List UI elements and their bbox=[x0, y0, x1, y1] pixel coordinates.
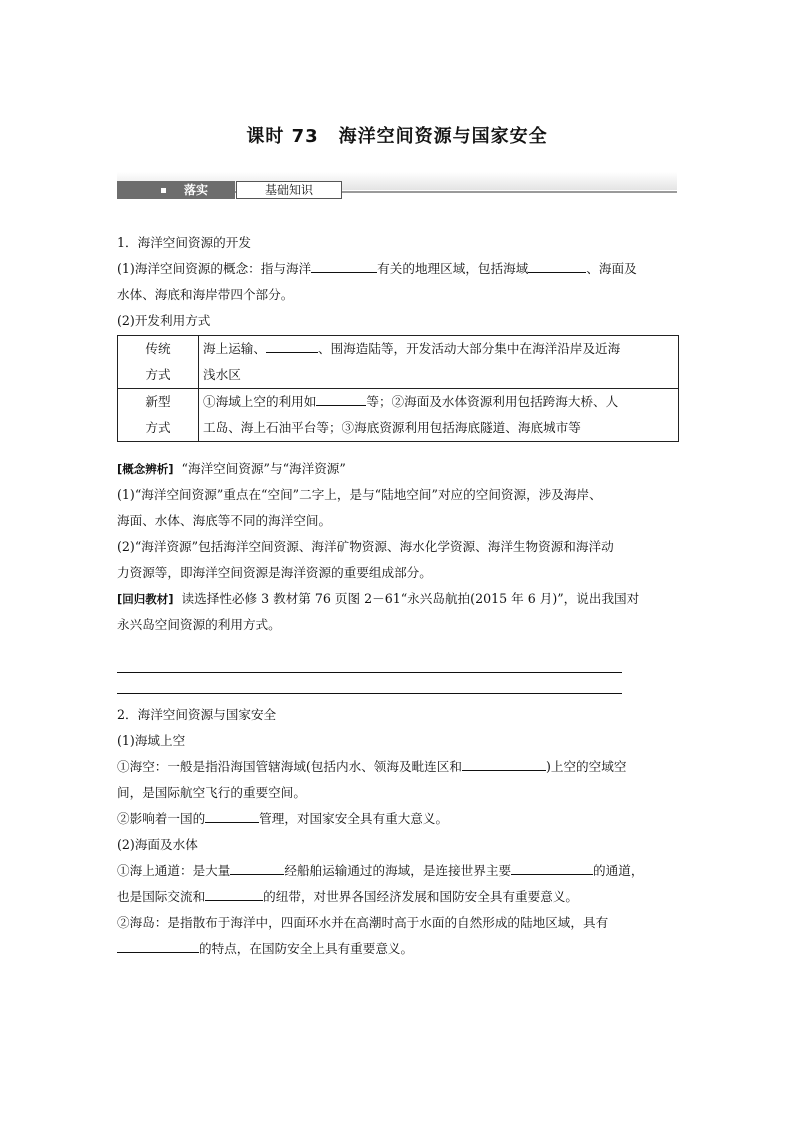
table-head-traditional bbox=[118, 336, 199, 389]
fill-blank[interactable] bbox=[266, 337, 318, 353]
table-row bbox=[118, 336, 679, 389]
row1-head-line1: 传统 bbox=[145, 341, 171, 356]
review-text: 读选择性必修 3 教材第 76 页图 2－61“永兴岛航拍(2015 年 6 月)”，说出我国对 bbox=[181, 591, 640, 606]
fill-blank[interactable] bbox=[316, 390, 366, 406]
spacer bbox=[117, 638, 679, 672]
table-row bbox=[118, 389, 679, 442]
fill-blank[interactable] bbox=[117, 937, 199, 953]
route-line1 bbox=[117, 858, 679, 884]
banner-tag-main bbox=[117, 181, 235, 199]
lesson-number: 课时 73 bbox=[246, 126, 319, 147]
concept-heading bbox=[117, 456, 679, 482]
concept-p2-line2: 力资源等，即海洋空间资源是海洋资源的重要组成部分。 bbox=[117, 565, 432, 580]
fill-blank[interactable] bbox=[311, 257, 377, 273]
airspace-line2: 间，是国际航空飞行的重要空间。 bbox=[117, 785, 306, 800]
utilization-table bbox=[117, 335, 679, 442]
spacer bbox=[117, 694, 679, 702]
route-mid: 经船舶运输通过的海域，是连接世界主要 bbox=[284, 863, 512, 878]
section1-item1-line2: 水体、海底和海岸带四个部分。 bbox=[117, 287, 294, 302]
concept-p1-line2: 海面、水体、海底等不同的海洋空间。 bbox=[117, 513, 332, 528]
impact-post: 管理，对国家安全具有重大意义。 bbox=[259, 811, 449, 826]
section1-item1 bbox=[117, 256, 679, 282]
row2-post: 等；②海面及水体资源利用包括跨海大桥、人 bbox=[366, 394, 619, 409]
route-line2 bbox=[117, 884, 679, 910]
table-head-new bbox=[118, 389, 199, 442]
fill-blank[interactable] bbox=[511, 859, 593, 875]
section1-heading: 1．海洋空间资源的开发 bbox=[117, 235, 251, 250]
fill-blank[interactable] bbox=[528, 257, 586, 273]
concept-p1-line1: (1)“海洋空间资源”重点在“空间”二字上，是与“陆地空间”对应的空间资源，涉及海岸、 bbox=[117, 487, 602, 502]
content-body bbox=[117, 230, 679, 962]
section2-sub1: (1)海域上空 bbox=[117, 733, 186, 748]
impact-line bbox=[117, 806, 679, 832]
route-pre: ①海上通道：是大量 bbox=[117, 863, 231, 878]
row1-post: 、围海造陆等，开发活动大部分集中在海洋沿岸及近海 bbox=[317, 341, 621, 356]
route-line2-post: 的纽带，对世界各国经济发展和国防安全具有重要意义。 bbox=[263, 889, 578, 904]
table-cell-new bbox=[199, 389, 679, 442]
row1-pre: 海上运输、 bbox=[203, 341, 266, 356]
concept-label: [概念辨析] bbox=[117, 462, 174, 476]
row1-head-line2: 方式 bbox=[145, 367, 171, 382]
item1-pre: (1)海洋空间资源的概念：指与海洋 bbox=[117, 261, 312, 276]
row2-line2: 工岛、海上石油平台等；③海底资源利用包括海底隧道、海底城市等 bbox=[203, 420, 581, 435]
concept-p2-line1: (2)“海洋资源”包括海洋空间资源、海洋矿物资源、海水化学资源、海洋生物资源和海洋动 bbox=[117, 539, 614, 554]
fill-blank[interactable] bbox=[462, 755, 546, 771]
fill-blank[interactable] bbox=[230, 859, 284, 875]
review-label: [回归教材] bbox=[117, 592, 174, 606]
spacer bbox=[117, 673, 679, 693]
route-post: 的通道， bbox=[593, 863, 644, 878]
item1-mid: 有关的地理区域，包括海域 bbox=[377, 261, 529, 276]
review-line2: 永兴岛空间资源的利用方式。 bbox=[117, 617, 281, 632]
row2-head-line1: 新型 bbox=[145, 394, 171, 409]
review-line1 bbox=[117, 586, 679, 612]
island-line2 bbox=[117, 936, 679, 962]
banner-tag-sub: 基础知识 bbox=[236, 181, 342, 199]
square-bullet-icon bbox=[161, 188, 166, 193]
item1-post: 、海面及 bbox=[586, 261, 637, 276]
page-title bbox=[0, 122, 794, 148]
section2-sub2: (2)海面及水体 bbox=[117, 837, 198, 852]
row2-head-line2: 方式 bbox=[145, 420, 171, 435]
banner-tag-main-label: 落实 bbox=[184, 183, 209, 197]
fill-blank[interactable] bbox=[205, 807, 259, 823]
island-line2-post: 的特点，在国防安全上具有重要意义。 bbox=[199, 941, 414, 956]
section2-heading: 2．海洋空间资源与国家安全 bbox=[117, 707, 277, 722]
lesson-title: 海洋空间资源与国家安全 bbox=[338, 126, 548, 147]
route-line2-pre: 也是国际交流和 bbox=[117, 889, 206, 904]
island-line1: ②海岛：是指散布于海洋中，四面环水并在高潮时高于水面的自然形成的陆地区域，具有 bbox=[117, 915, 609, 930]
airspace-line1 bbox=[117, 754, 679, 780]
airspace-post: )上空的空域空 bbox=[545, 759, 627, 774]
spacer bbox=[117, 448, 679, 456]
row1-line2: 浅水区 bbox=[203, 367, 241, 382]
fill-blank[interactable] bbox=[205, 885, 263, 901]
table-cell-traditional bbox=[199, 336, 679, 389]
row2-pre: ①海域上空的利用如 bbox=[203, 394, 317, 409]
concept-title: “海洋空间资源”与“海洋资源” bbox=[181, 461, 346, 476]
section-banner bbox=[117, 172, 677, 212]
section1-item2: (2)开发利用方式 bbox=[117, 313, 211, 328]
impact-pre: ②影响着一国的 bbox=[117, 811, 206, 826]
airspace-pre: ①海空：一般是指沿海国管辖海域(包括内水、领海及毗连区和 bbox=[117, 759, 462, 774]
